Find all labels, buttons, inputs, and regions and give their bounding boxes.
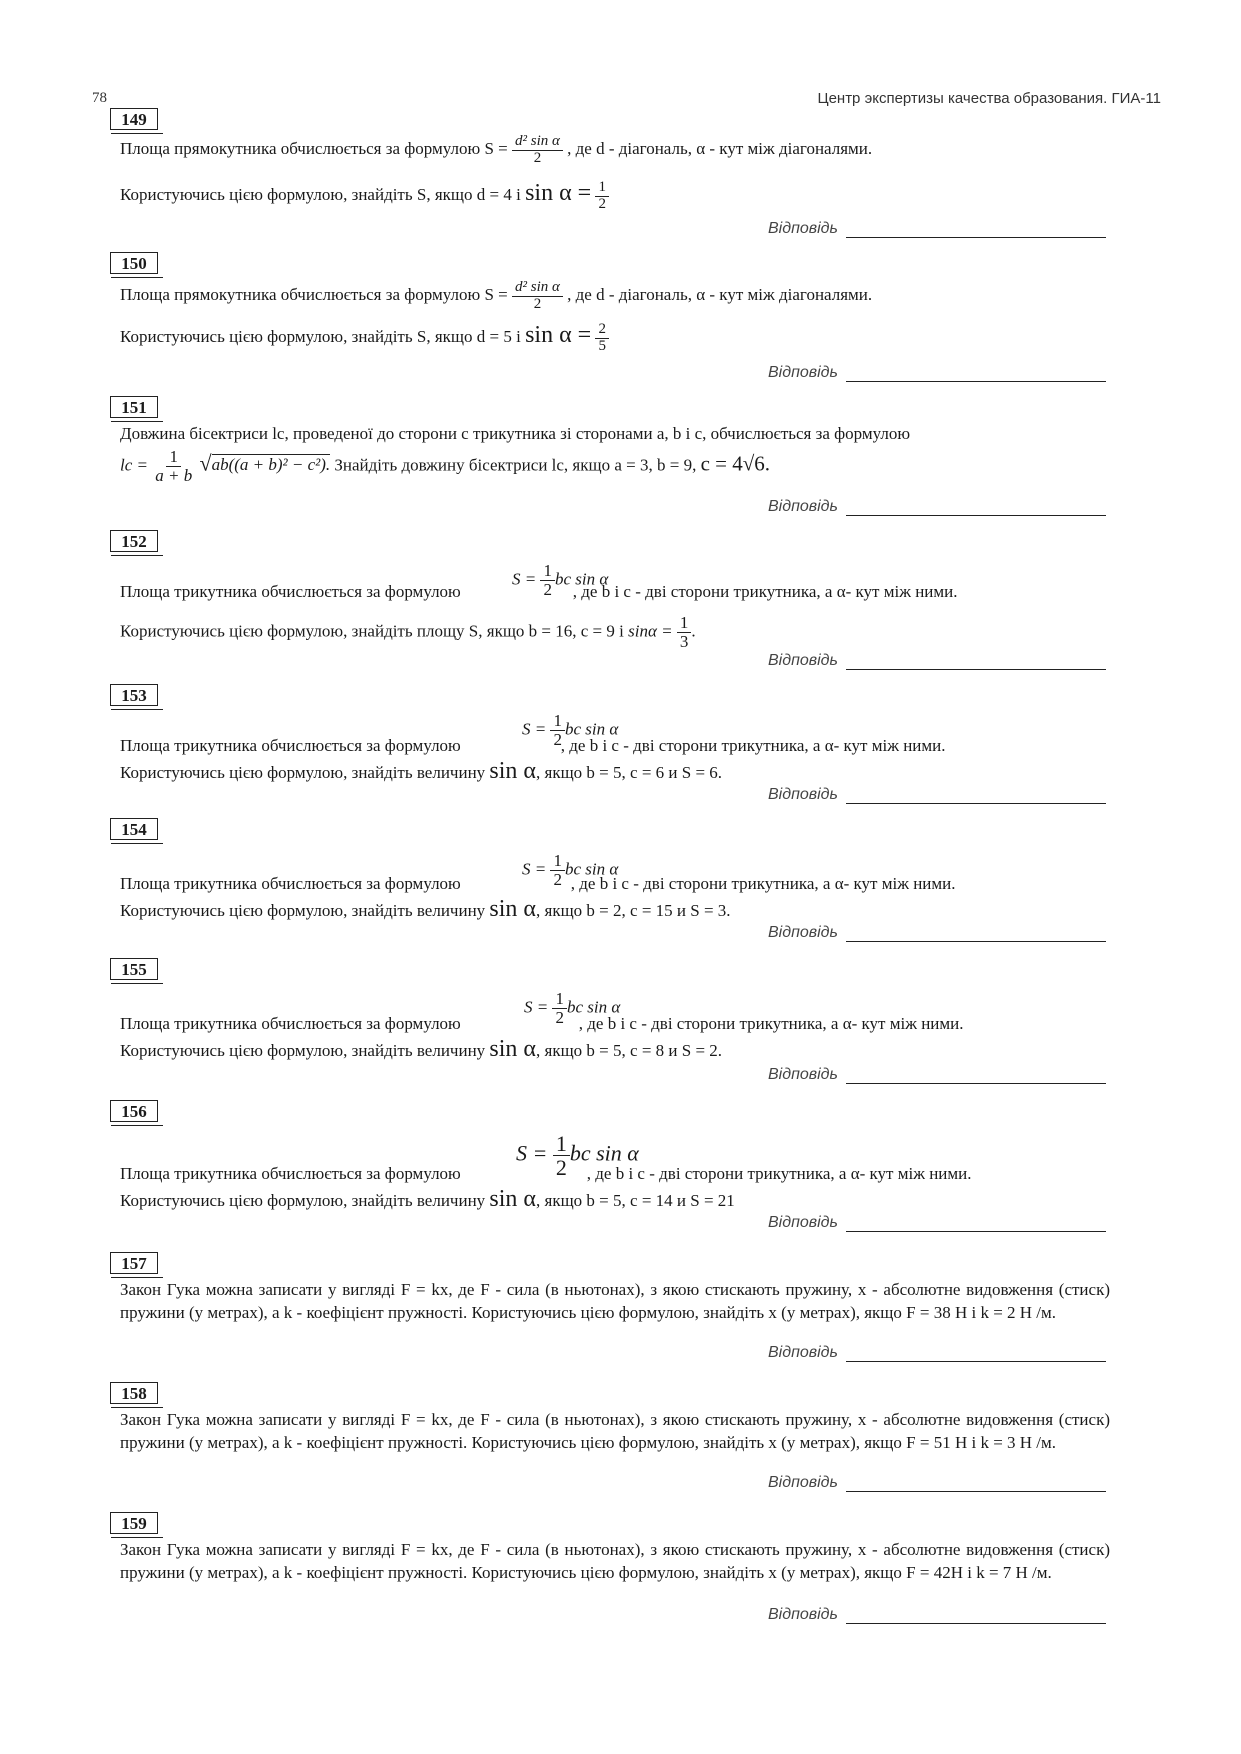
problem-line-2: Користуючись цією формулою, знайдіть S, якщо d = 5 і sin α = $\frac{2}{5}$ — [120, 322, 609, 355]
problem-number: 156 — [110, 1100, 158, 1122]
problem-line-1: Довжина бісектриси lc, проведеної до сторони c трикутника зі сторонами a, b і c, обчислюється за формулою — [120, 424, 911, 443]
problem-line-1: Площа прямокутника обчислюється за формулою S = $\frac{\text{d² sin α}}{2}$ , де d - діагональ, α - кут між діагоналями. — [120, 133, 873, 166]
area-formula: S = $\frac{1}{2}$ bc sin α — [522, 711, 619, 749]
area-formula: S = $\frac{1}{2}$ bc sin α — [524, 989, 621, 1027]
answer-label: Відповідь — [768, 364, 838, 381]
problem-number: 150 — [110, 252, 158, 274]
area-formula: S = $\frac{1}{2}$ bc sin α — [516, 1131, 639, 1181]
area-formula: S = $\frac{1}{2}$ bc sin α — [522, 851, 619, 889]
problem-line-1: Площа трикутника обчислюється за формулою , де b і c - дві сторони трикутника, а α- кут між ними. — [120, 736, 946, 755]
problem-line-2: Користуючись цією формулою, знайдіть величину sin α, якщо b = 5, c = 14 и S = 21 — [120, 1186, 735, 1212]
problem-number: 155 — [110, 958, 158, 980]
problem-text: Закон Гука можна записати у вигляді F = kx, де F - сила (в ньютонах), з якою стискають пружину, x - абсолютне видовження (стиск) пружини (у метрах), а k - коефіцієнт пружності. Користуючись цією формулою, знайдіть x (у метрах), якщо F = 42Н і k = 7 Н /м. — [120, 1540, 1110, 1582]
bisector-formula: lc = $\frac{1}{a + b}$ √ab((a + b)² − c²). Знайдіть довжину бісектриси lc, якщо a = 3, b = 9, c = 4√6. — [120, 447, 771, 485]
answer-label: Відповідь — [768, 1344, 838, 1361]
answer-field[interactable] — [846, 1622, 1106, 1624]
answer-field[interactable] — [846, 1490, 1106, 1492]
problem-line-2: Користуючись цією формулою, знайдіть величину sin α, якщо b = 5, c = 6 и S = 6. — [120, 758, 723, 784]
answer-field[interactable] — [846, 940, 1106, 942]
answer-field[interactable] — [846, 1360, 1106, 1362]
problem-line-1: Площа трикутника обчислюється за формулою , де b і c - дві сторони трикутника, а α- кут між ними. — [120, 1164, 972, 1183]
problem-number: 158 — [110, 1382, 158, 1404]
problem-line-2: Користуючись цією формулою, знайдіть S, якщо d = 4 і sin α = $\frac{1}{2}$ — [120, 180, 609, 213]
problem-number: 151 — [110, 396, 158, 418]
problem-number: 159 — [110, 1512, 158, 1534]
answer-label: Відповідь — [768, 1214, 838, 1231]
page-number: 78 — [92, 90, 107, 106]
problem-text: Закон Гука можна записати у вигляді F = kx, де F - сила (в ньютонах), з якою стискають пружину, x - абсолютне видовження (стиск) пружини (у метрах), а k - коефіцієнт пружності. Користуючись цією формулою, знайдіть x (у метрах), якщо F = 38 Н і k = 2 Н /м. — [120, 1280, 1110, 1322]
problem-text: Закон Гука можна записати у вигляді F = kx, де F - сила (в ньютонах), з якою стискають пружину, x - абсолютне видовження (стиск) пружини (у метрах), а k - коефіцієнт пружності. Користуючись цією формулою, знайдіть x (у метрах), якщо F = 51 Н і k = 3 Н /м. — [120, 1410, 1110, 1452]
problem-number: 152 — [110, 530, 158, 552]
answer-label: Відповідь — [768, 652, 838, 669]
answer-label: Відповідь — [768, 786, 838, 803]
problem-number: 153 — [110, 684, 158, 706]
answer-field[interactable] — [846, 236, 1106, 238]
area-formula: S = $\frac{1}{2}$ bc sin α — [512, 561, 609, 599]
answer-label: Відповідь — [768, 1066, 838, 1083]
answer-field[interactable] — [846, 514, 1106, 516]
problem-line-2: Користуючись цією формулою, знайдіть величину sin α, якщо b = 5, c = 8 и S = 2. — [120, 1036, 723, 1062]
answer-field[interactable] — [846, 1230, 1106, 1232]
problem-line-2: Користуючись цією формулою, знайдіть площу S, якщо b = 16, c = 9 і sinα = $\frac{1}{3}$ . — [120, 613, 696, 651]
answer-field[interactable] — [846, 1082, 1106, 1084]
answer-field[interactable] — [846, 380, 1106, 382]
answer-label: Відповідь — [768, 498, 838, 515]
answer-label: Відповідь — [768, 1606, 838, 1623]
problem-line-2: Користуючись цією формулою, знайдіть величину sin α, якщо b = 2, c = 15 и S = 3. — [120, 896, 731, 922]
problem-number: 157 — [110, 1252, 158, 1274]
running-title: Центр экспертизы качества образования. ГИА-11 — [817, 90, 1161, 107]
problem-line-1: Площа трикутника обчислюється за формулою , де b і c - дві сторони трикутника, а α- кут між ними. — [120, 582, 958, 601]
answer-field[interactable] — [846, 668, 1106, 670]
problem-number: 149 — [110, 108, 158, 130]
problem-number: 154 — [110, 818, 158, 840]
answer-label: Відповідь — [768, 924, 838, 941]
answer-field[interactable] — [846, 802, 1106, 804]
answer-label: Відповідь — [768, 220, 838, 237]
answer-label: Відповідь — [768, 1474, 838, 1491]
problem-line-1: Площа прямокутника обчислюється за формулою S = $\frac{\text{d² sin α}}{2}$ , де d - діагональ, α - кут між діагоналями. — [120, 279, 873, 312]
problem-line-1: Площа трикутника обчислюється за формулою , де b і c - дві сторони трикутника, а α- кут між ними. — [120, 874, 956, 893]
problem-line-1: Площа трикутника обчислюється за формулою , де b і c - дві сторони трикутника, а α- кут між ними. — [120, 1014, 964, 1033]
